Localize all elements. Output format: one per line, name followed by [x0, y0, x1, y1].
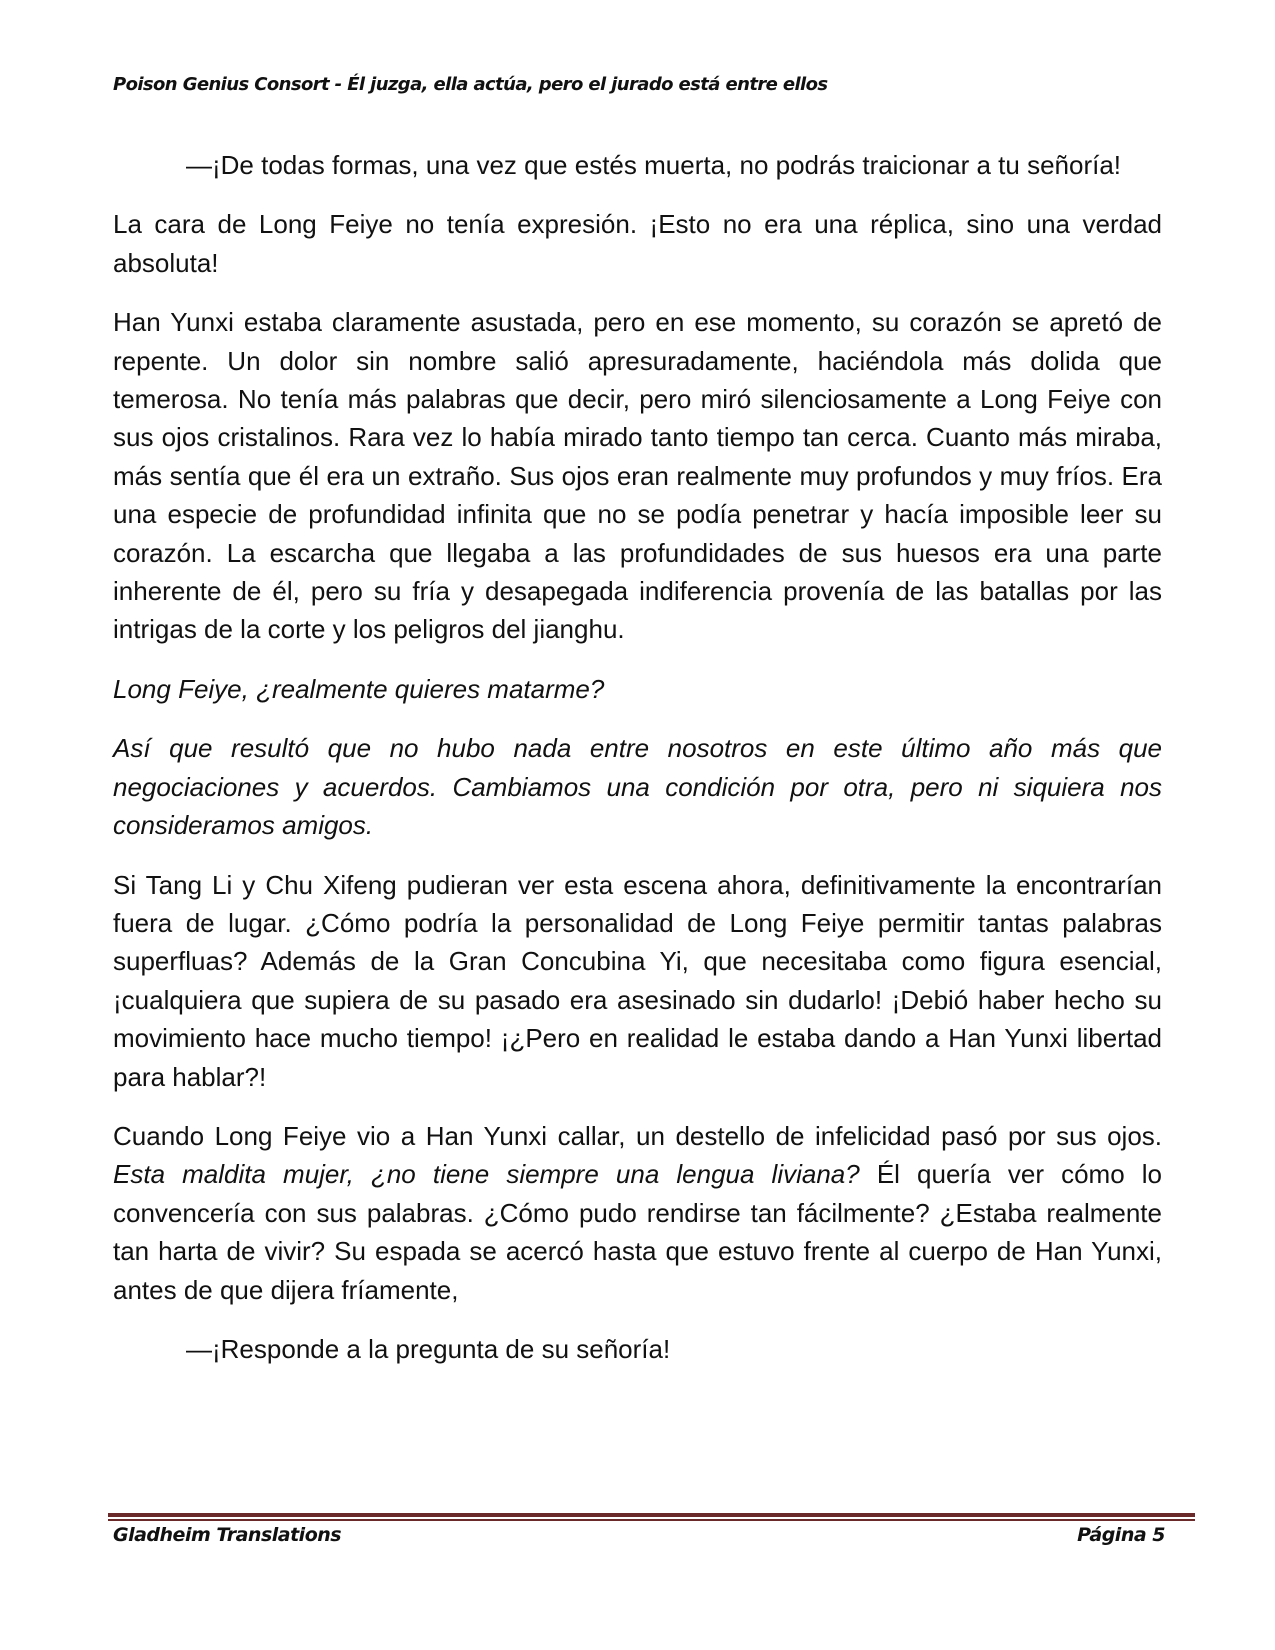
- page-footer: [113, 1524, 1165, 1546]
- footer-translator: Gladheim Translations: [113, 1524, 342, 1546]
- paragraph-7: [113, 1117, 1162, 1309]
- footer-divider-thin: [108, 1519, 1195, 1521]
- dialogue-paragraph-1: —¡De todas formas, una vez que estés muerta, no podrás traicionar a tu señoría!: [186, 150, 1122, 180]
- footer-divider-thick: [108, 1513, 1195, 1517]
- paragraph-2: La cara de Long Feiye no tenía expresión. ¡Esto no era una réplica, sino una verdad absoluta!: [113, 209, 1162, 278]
- dialogue-paragraph-8: —¡Responde a la pregunta de su señoría!: [186, 1333, 671, 1364]
- footer-page-number: Página 5: [1077, 1524, 1165, 1546]
- thought-paragraph-4: Long Feiye, ¿realmente quieres matarme?: [113, 673, 605, 704]
- paragraph-6: Si Tang Li y Chu Xifeng pudieran ver esta escena ahora, definitivamente la encontrarían fuera de lugar. ¿Cómo podría la personalidad de Long Feiye permitir tantas palabras superfluas? Además de la Gran Concubina Yi, que necesitaba como figura esencial, ¡cualquiera que supiera de su pasado era asesinado sin dudarlo! ¡Debió haber hecho su movimiento hace mucho tiempo! ¡¿Pero en realidad le estaba dando a Han Yunxi libertad para hablar?!: [113, 869, 1162, 1092]
- page-body: [113, 146, 1162, 1389]
- page-header: Poison Genius Consort - Él juzga, ella actúa, pero el jurado está entre ellos: [113, 74, 828, 95]
- paragraph-7-end: Él quería ver cómo lo convencería con sus palabras. ¿Cómo pudo rendirse tan fácilmente? ¿Estaba realmente tan harta de vivir? Su espada se acercó hasta que estuvo frente al cuerpo de Han Yunxi, antes de que dijera fríamente,: [113, 1159, 1163, 1305]
- thought-paragraph-5: Así que resultó que no hubo nada entre nosotros en este último año más que negociaciones y acuerdos. Cambiamos una condición por otra, pero ni siquiera nos consideramos amigos.: [113, 733, 1162, 841]
- paragraph-7-start: Cuando Long Feiye vio a Han Yunxi callar, un destello de infelicidad pasó por sus ojos.: [113, 1120, 1162, 1151]
- paragraph-7-italic: Esta maldita mujer, ¿no tiene siempre una lengua liviana?: [113, 1159, 860, 1190]
- paragraph-3: Han Yunxi estaba claramente asustada, pero en ese momento, su corazón se apretó de repente. Un dolor sin nombre salió apresuradamente, haciéndola más dolida que temerosa. No tenía más palabras que decir, pero miró silenciosamente a Long Feiye con sus ojos cristalinos. Rara vez lo había mirado tanto tiempo tan cerca. Cuanto más miraba, más sentía que él era un extraño. Sus ojos eran realmente muy profundos y muy fríos. Era una especie de profundidad infinita que no se podía penetrar y hacía imposible leer su corazón. La escarcha que llegaba a las profundidades de sus huesos era una parte inherente de él, pero su fría y desapegada indiferencia provenía de las batallas por las intrigas de la corte y los peligros del jianghu.: [113, 307, 1162, 645]
